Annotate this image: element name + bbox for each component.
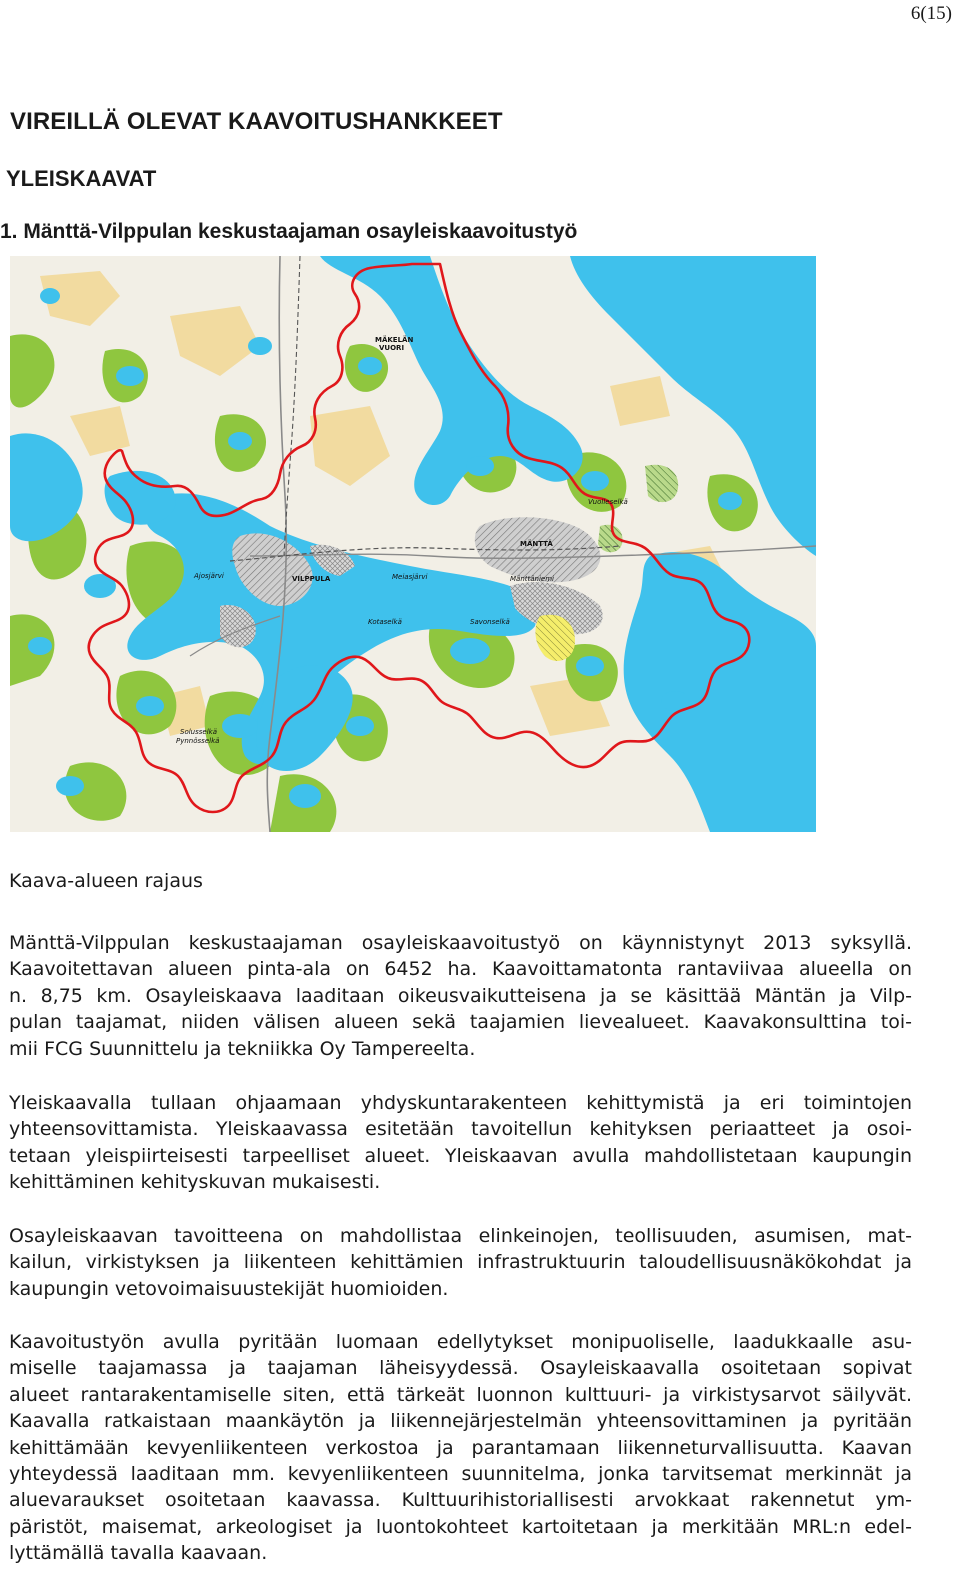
paragraph-line: Osayleiskaavan tavoitteena on mahdollistaa elinkeinojen, teollisuuden, asumisen, mat- bbox=[9, 1225, 912, 1247]
paragraph-line: pulan taajamat, niiden välisen alueen sekä taajamien lievealueet. Kaavakonsulttina toi- bbox=[9, 1011, 912, 1034]
label-ajosjarvi: Ajosjärvi bbox=[194, 572, 224, 580]
label-pynnosselka: Pynnösselkä bbox=[176, 737, 220, 745]
paragraph-line: n. 8,75 km. Osayleiskaava laaditaan oikeusvaikutteisena ja se käsittää Mäntän ja Vilp- bbox=[9, 984, 912, 1007]
paragraph-line: tetaan yleispiirteisesti tarpeelliset alueet. Yleiskaavan avulla mahdollistetaan kaupungin bbox=[9, 1144, 912, 1167]
label-vuolleselka: Vuolleselkä bbox=[588, 498, 628, 506]
label-makelan-vuori-1: MÄKELÄN bbox=[375, 336, 414, 344]
label-vilppula: VILPPULA bbox=[292, 575, 331, 583]
zoning-area-map bbox=[10, 256, 816, 832]
paragraph-line: aluevaraukset osoitetaan kaavassa. Kulttuurihistoriallisesti arvokkaat rakennetut ym- bbox=[9, 1489, 912, 1512]
paragraph-line: kehittämään kevyenliikenteen verkostoa ja parantamaan liikenneturvallisuutta. Kaavan bbox=[9, 1436, 912, 1459]
paragraph-line: yhteydessä laaditaan mm. kevyenliikenteen suunnitelma, jonka tarvitsemat merkinnät ja bbox=[9, 1463, 912, 1486]
page-number: 6(15) bbox=[910, 3, 952, 24]
paragraph-line: miselle taajamassa ja taajaman läheisyydessä. Osayleiskaavalla osoitetaan sopivat bbox=[9, 1357, 912, 1380]
label-savonselka: Savonselkä bbox=[470, 618, 510, 626]
label-makelan-vuori-2: VUORI bbox=[379, 344, 405, 352]
section-heading: YLEISKAAVAT bbox=[6, 166, 157, 191]
paragraph-line: kailun, virkistyksen ja liikenteen kehittämien infrastruktuurin taloudellisuusnäkökohdat ja bbox=[9, 1251, 912, 1274]
paragraph-line: alueet rantarakentamiselle siten, että tärkeät luonnon kulttuuri- ja virkistysarvot säilyvät. bbox=[9, 1383, 912, 1406]
paragraph-3 bbox=[9, 1223, 912, 1302]
main-heading: VIREILLÄ OLEVAT KAAVOITUSHANKKEET bbox=[10, 108, 503, 135]
paragraph-2 bbox=[9, 1090, 912, 1196]
paragraph-line: päristöt, maisemat, arkeologiset ja luontokohteet kartoitetaan ja merkitään MRL:n edel- bbox=[9, 1515, 912, 1538]
label-manttaniemi: Mänttäniemi bbox=[510, 575, 554, 583]
paragraph-4 bbox=[9, 1329, 912, 1567]
label-mantta: MÄNTTÄ bbox=[520, 540, 553, 548]
label-meiasjarvi: Meiasjärvi bbox=[392, 573, 428, 581]
paragraph-line: Kaavoitettavan alueen pinta-ala on 6452 ha. Kaavoittamatonta rantaviivaa alueella on bbox=[9, 958, 912, 981]
paragraph-line: Kaavoitustyön avulla pyritään luomaan edellytykset monipuoliselle, laadukkaalle asu- bbox=[9, 1331, 912, 1353]
paragraph-line: kehittäminen kehityskuvan mukaisesti. bbox=[9, 1171, 381, 1194]
paragraph-line: mii FCG Suunnittelu ja tekniikka Oy Tampereelta. bbox=[9, 1037, 476, 1060]
paragraph-line: lyttämällä tavalla kaavaan. bbox=[9, 1542, 268, 1565]
paragraph-line: kaupungin vetovoimaisuustekijät huomioiden. bbox=[9, 1277, 449, 1300]
map-caption: Kaava-alueen rajaus bbox=[9, 870, 203, 892]
label-solusselka: Solusselkä bbox=[180, 728, 217, 736]
paragraph-line: yhteensovittamista. Yleiskaavassa esitetään tavoitellun kehityksen periaatteet ja osoi- bbox=[9, 1118, 912, 1141]
paragraph-line: Yleiskaavalla tullaan ohjaamaan yhdyskuntarakenteen kehittymistä ja eri toimintojen bbox=[9, 1092, 912, 1114]
paragraph-line: Kaavalla ratkaistaan maankäytön ja liikennejärjestelmän yhteensovittaminen ja pyritään bbox=[9, 1410, 912, 1433]
label-kotaselka: Kotaselkä bbox=[368, 618, 402, 626]
item-heading: 1. Mänttä-Vilppulan keskustaajaman osayleiskaavoitustyö bbox=[0, 220, 578, 243]
paragraph-line: Mänttä-Vilppulan keskustaajaman osayleiskaavoitustyö on käynnistynyt 2013 syksyllä. bbox=[9, 932, 912, 954]
paragraph-1 bbox=[9, 930, 912, 1062]
map-svg bbox=[10, 256, 816, 832]
